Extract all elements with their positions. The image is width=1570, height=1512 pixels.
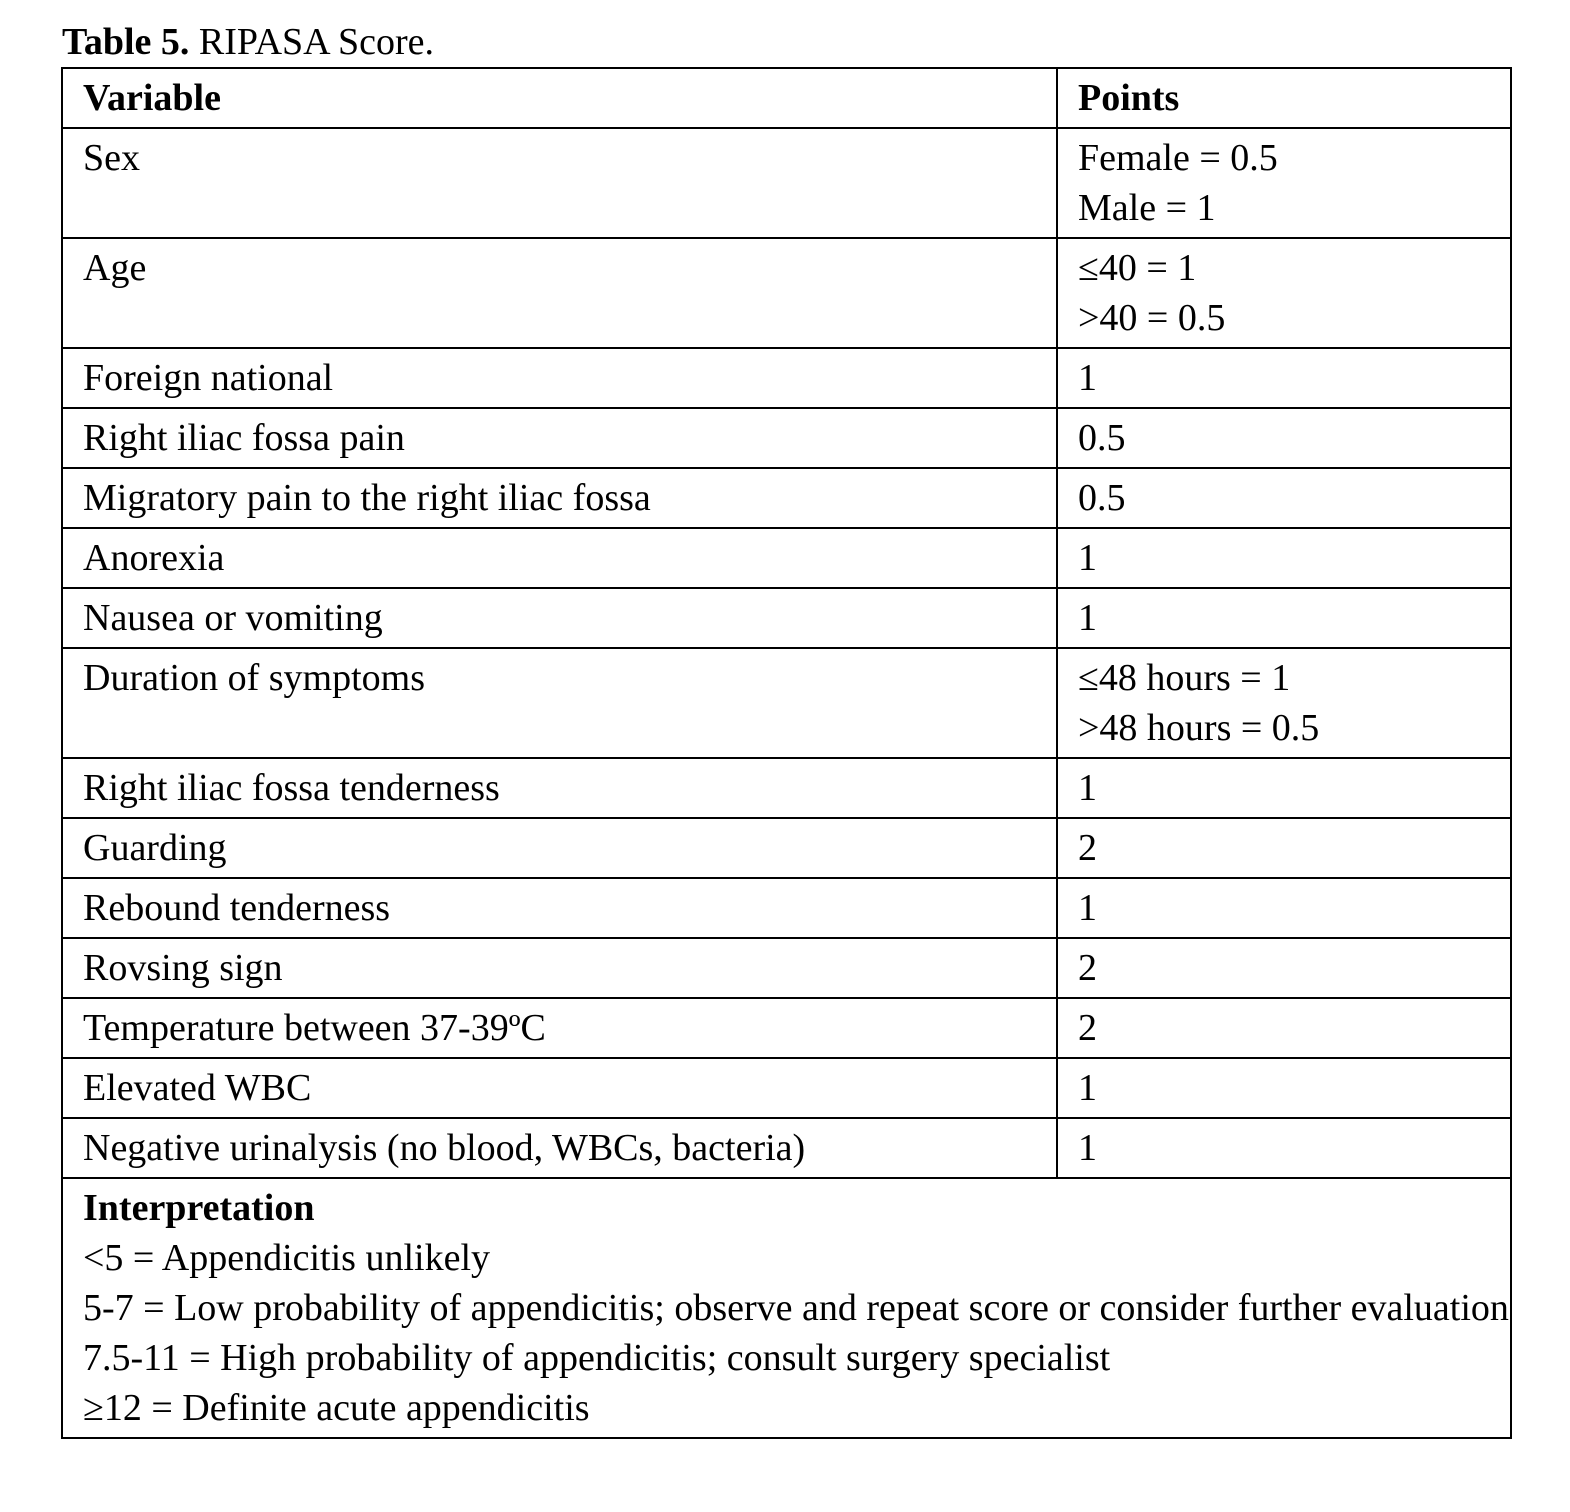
table-row (62, 128, 1511, 238)
points-cell (1057, 528, 1511, 588)
interpretation-line: <5 = Appendicitis unlikely (83, 1237, 490, 1279)
points-cell (1057, 588, 1511, 648)
interpretation-line: ≥12 = Definite acute appendicitis (83, 1387, 590, 1429)
interpretation-cell (62, 1178, 1511, 1438)
table-row (62, 878, 1511, 938)
points-cell (1057, 238, 1511, 348)
variable-cell: Rebound tenderness (62, 878, 1057, 938)
variable-cell: Sex (62, 128, 1057, 238)
variable-cell: Nausea or vomiting (62, 588, 1057, 648)
variable-cell: Duration of symptoms (62, 648, 1057, 758)
table-row (62, 408, 1511, 468)
interpretation-title: Interpretation (83, 1187, 315, 1229)
interpretation-line: 5-7 = Low probability of appendicitis; observe and repeat score or consider further evaluation (83, 1287, 1509, 1329)
variable-cell: Right iliac fossa tenderness (62, 758, 1057, 818)
points-value: 2 (1078, 1007, 1097, 1049)
table-header-row (62, 68, 1511, 128)
points-value: ≤48 hours = 1 (1078, 657, 1291, 699)
table-row (62, 1058, 1511, 1118)
table-row (62, 758, 1511, 818)
points-value: >40 = 0.5 (1078, 297, 1226, 339)
table-caption-label: Table 5. (62, 21, 190, 63)
variable-cell: Foreign national (62, 348, 1057, 408)
points-cell (1057, 878, 1511, 938)
variable-cell: Anorexia (62, 528, 1057, 588)
points-cell (1057, 468, 1511, 528)
table-caption-title: RIPASA Score. (189, 21, 435, 63)
points-cell (1057, 818, 1511, 878)
points-value: 0.5 (1078, 477, 1126, 519)
points-cell (1057, 348, 1511, 408)
points-cell (1057, 408, 1511, 468)
points-value: 0.5 (1078, 417, 1126, 459)
table-row (62, 588, 1511, 648)
points-value: ≤40 = 1 (1078, 247, 1197, 289)
points-value: 2 (1078, 827, 1097, 869)
table-row (62, 1118, 1511, 1178)
table-row (62, 998, 1511, 1058)
variable-cell: Migratory pain to the right iliac fossa (62, 468, 1057, 528)
points-value: 1 (1078, 357, 1097, 399)
points-value: 1 (1078, 537, 1097, 579)
points-cell (1057, 758, 1511, 818)
points-value: 1 (1078, 887, 1097, 929)
variable-cell: Negative urinalysis (no blood, WBCs, bacteria) (62, 1118, 1057, 1178)
points-value: Male = 1 (1078, 187, 1216, 229)
table-row (62, 528, 1511, 588)
table-body (62, 128, 1511, 1178)
points-value: 1 (1078, 1127, 1097, 1169)
points-value: >48 hours = 0.5 (1078, 707, 1320, 749)
table-row (62, 938, 1511, 998)
points-cell (1057, 1058, 1511, 1118)
points-value: 2 (1078, 947, 1097, 989)
points-cell (1057, 648, 1511, 758)
points-value: 1 (1078, 597, 1097, 639)
variable-cell: Age (62, 238, 1057, 348)
table-row (62, 348, 1511, 408)
points-value: 1 (1078, 1067, 1097, 1109)
ripasa-table (61, 67, 1512, 1439)
table-caption (62, 18, 434, 66)
points-value: Female = 0.5 (1078, 137, 1278, 179)
points-cell (1057, 1118, 1511, 1178)
interpretation-line: 7.5-11 = High probability of appendicitis; consult surgery specialist (83, 1337, 1111, 1379)
points-cell (1057, 128, 1511, 238)
variable-cell: Elevated WBC (62, 1058, 1057, 1118)
table-row (62, 818, 1511, 878)
interpretation-row (62, 1178, 1511, 1438)
table-row (62, 648, 1511, 758)
variable-cell: Temperature between 37-39ºC (62, 998, 1057, 1058)
points-cell (1057, 938, 1511, 998)
variable-cell: Right iliac fossa pain (62, 408, 1057, 468)
column-header-variable: Variable (62, 68, 1057, 128)
points-cell (1057, 998, 1511, 1058)
table-row (62, 468, 1511, 528)
variable-cell: Guarding (62, 818, 1057, 878)
variable-cell: Rovsing sign (62, 938, 1057, 998)
column-header-points: Points (1057, 68, 1511, 128)
points-value: 1 (1078, 767, 1097, 809)
table-row (62, 238, 1511, 348)
